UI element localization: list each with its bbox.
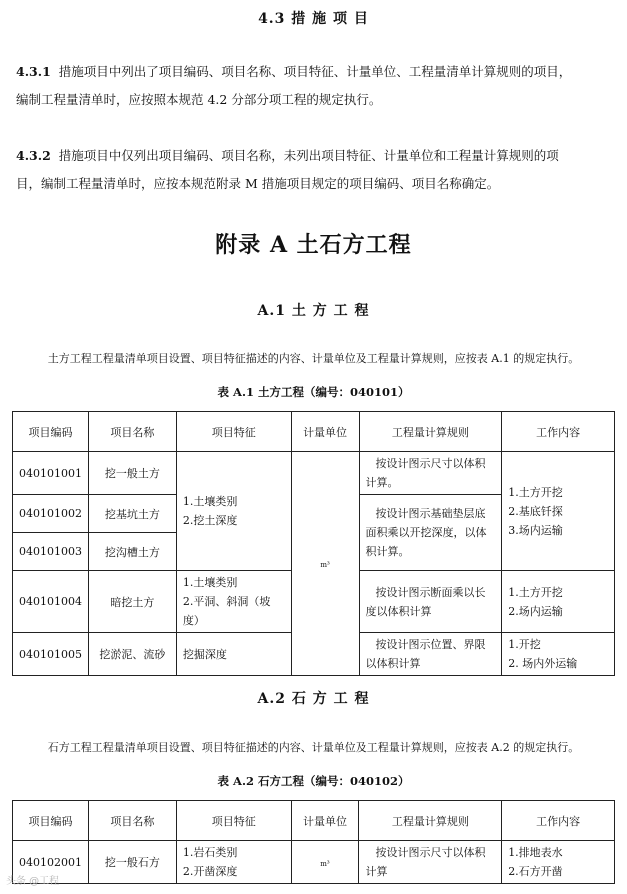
name-cell: 挖基坑土方 <box>89 495 177 533</box>
name-cell: 暗挖土方 <box>89 571 177 633</box>
work-cell <box>502 633 615 676</box>
section-title-a2: A.2 石 方 工 程 <box>257 691 370 707</box>
clause-4-3-2 <box>16 142 614 198</box>
header-cell: 工程量计算规则 <box>359 412 502 452</box>
name-cell: 挖淤泥、流砂 <box>89 633 177 676</box>
features-cell <box>176 571 291 633</box>
header-cell: 计量单位 <box>291 801 359 841</box>
header-cell: 计量单位 <box>291 412 359 452</box>
work-cell <box>502 452 615 571</box>
code-cell: 040101002 <box>13 495 89 533</box>
unit-cell <box>291 452 359 676</box>
rule-cell: 按设计图示断面乘以长度以体积计算 <box>359 571 502 633</box>
header-cell: 项目名称 <box>89 412 177 452</box>
code-cell: 040101003 <box>13 533 89 571</box>
feature-line: 2.开凿深度 <box>182 865 238 878</box>
unit-cell <box>291 841 359 884</box>
work-line: 1.开挖 <box>508 638 541 651</box>
header-cell: 工作内容 <box>502 801 615 841</box>
table-header-row <box>13 801 615 841</box>
work-cell <box>502 841 615 884</box>
rule-cell: 按设计图示尺寸以体积计算 <box>359 841 502 884</box>
feature-line: 1.土壤类别 <box>182 576 238 589</box>
work-line: 1.土方开挖 <box>508 485 563 499</box>
section-intro-a2: 石方工程工程量清单项目设置、项目特征描述的内容、计量单位及工程量计算规则，应按表 A.2 的规定执行。 <box>47 741 580 754</box>
work-line: 1.排地表水 <box>508 846 563 859</box>
header-cell: 工程量计算规则 <box>359 801 502 841</box>
rule-cell: 按设计图示位置、界限以体积计算 <box>359 633 502 676</box>
name-cell: 挖一般石方 <box>89 841 177 884</box>
feature-line: 2.挖土深度 <box>182 514 238 527</box>
work-line: 2.石方开凿 <box>508 865 563 878</box>
unit-text: m³ <box>320 561 330 569</box>
table-header-row <box>13 412 615 452</box>
features-cell <box>176 452 291 571</box>
work-line: 2.场内运输 <box>508 604 563 618</box>
feature-line: 2.平洞、斜洞（坡度） <box>182 595 271 627</box>
code-cell: 040101005 <box>13 633 89 676</box>
code-cell: 040101001 <box>13 452 89 495</box>
clause-text-line1: 措施项目中列出了项目编码、项目名称、项目特征、计量单位、工程量清单计算规则的项目， <box>58 64 572 79</box>
name-cell: 挖沟槽土方 <box>89 533 177 571</box>
work-line: 1.土方开挖 <box>508 585 563 599</box>
table-row <box>13 841 615 884</box>
clause-text-line1: 措施项目中仅列出项目编码、项目名称，未列出项目特征、计量单位和工程量计算规则的项 <box>58 148 559 163</box>
section-heading-4-3: 4.3 措 施 项 目 <box>258 11 369 27</box>
table-a2 <box>12 800 615 884</box>
clause-text-line2: 目，编制工程量清单时，应按本规范附录 M 措施项目规定的项目编码、项目名称确定。 <box>16 176 500 191</box>
features-cell <box>176 841 291 884</box>
table-row <box>13 452 615 495</box>
feature-line: 1.岩石类别 <box>182 846 238 859</box>
section-title-a1: A.1 土 方 工 程 <box>257 303 370 319</box>
work-line: 3.场内运输 <box>508 523 563 537</box>
section-intro-a1: 土方工程工程量清单项目设置、项目特征描述的内容、计量单位及工程量计算规则，应按表 A.1 的规定执行。 <box>47 352 580 365</box>
features-cell: 挖掘深度 <box>176 633 291 676</box>
code-cell: 040102001 <box>13 841 89 884</box>
code-cell: 040101004 <box>13 571 89 633</box>
clause-number: 4.3.2 <box>16 148 51 163</box>
watermark: 头条 @工程 <box>6 876 60 887</box>
header-cell: 项目编码 <box>13 412 89 452</box>
header-cell: 项目特征 <box>176 412 291 452</box>
table-caption-a1: 表 A.1 土方工程（编号：040101） <box>217 385 410 399</box>
clause-4-3-1 <box>16 58 614 114</box>
name-cell: 挖一般土方 <box>89 452 177 495</box>
clause-text-line2: 编制工程量清单时，应按照本规范 4.2 分部分项工程的规定执行。 <box>16 92 382 107</box>
rule-cell: 按设计图示尺寸以体积计算。 <box>359 452 502 495</box>
table-caption-a2: 表 A.2 石方工程（编号：040102） <box>217 774 410 788</box>
appendix-title: 附录 A 土石方工程 <box>215 232 412 258</box>
unit-text: m³ <box>320 859 330 868</box>
header-cell: 项目编码 <box>13 801 89 841</box>
feature-line: 1.土壤类别 <box>182 495 238 508</box>
clause-number: 4.3.1 <box>16 64 51 79</box>
work-line: 2.基底钎探 <box>508 504 563 518</box>
rule-cell: 按设计图示基础垫层底面积乘以开挖深度，以体积计算。 <box>359 495 502 571</box>
work-line: 2. 场内外运输 <box>508 657 578 670</box>
work-cell <box>502 571 615 633</box>
table-a1 <box>12 411 615 676</box>
header-cell: 工作内容 <box>502 412 615 452</box>
header-cell: 项目名称 <box>89 801 177 841</box>
header-cell: 项目特征 <box>176 801 291 841</box>
